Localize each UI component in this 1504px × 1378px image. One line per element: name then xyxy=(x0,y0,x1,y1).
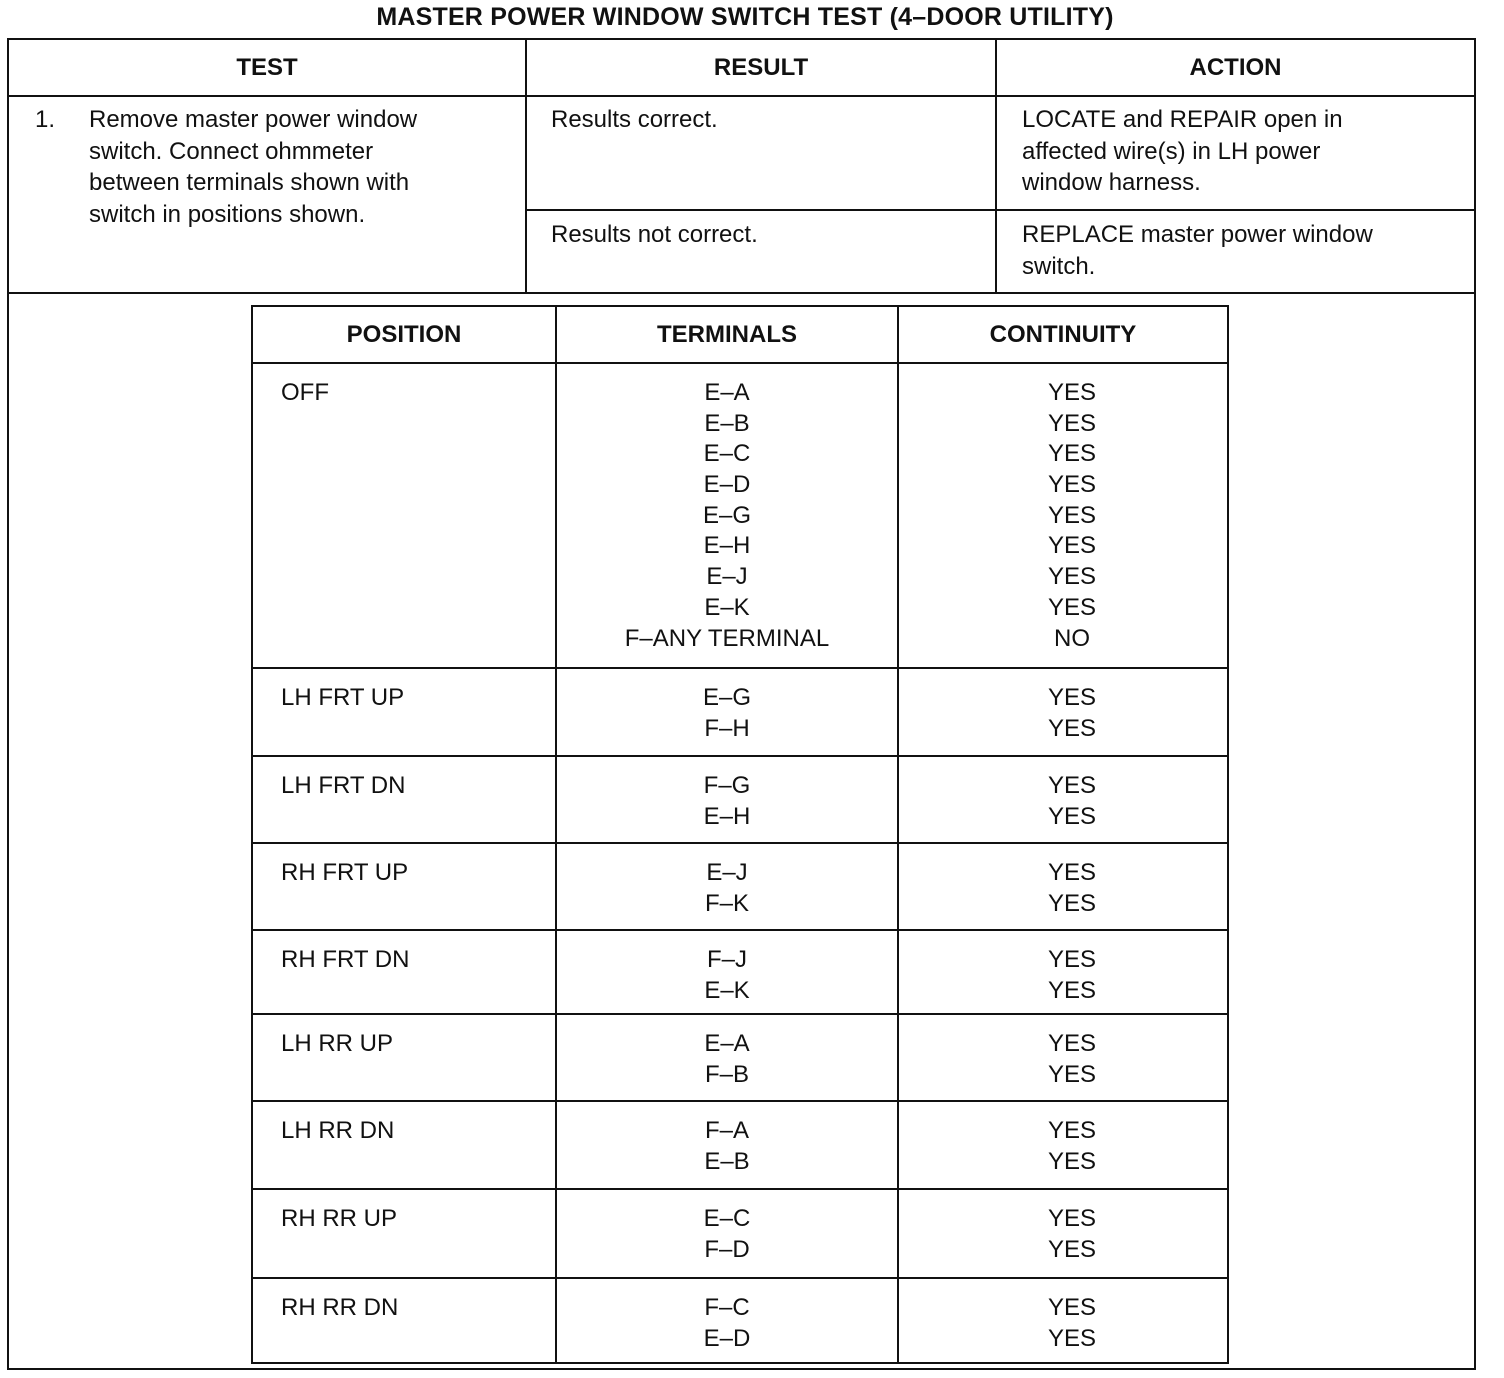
terminals-cell xyxy=(557,1116,897,1177)
header-result: RESULT xyxy=(713,54,809,81)
continuity-cell xyxy=(899,1293,1245,1354)
continuity-value: YES xyxy=(1047,802,1097,830)
continuity-value: YES xyxy=(1047,859,1097,886)
row-divider xyxy=(253,1277,1227,1279)
terminals-cell xyxy=(557,683,897,744)
terminal-pair: F–H xyxy=(704,714,750,742)
position-cell: LH FRT DN xyxy=(281,772,406,799)
terminals-cell xyxy=(557,378,897,654)
terminal-pair: F–G xyxy=(703,772,751,799)
result-correct: Results correct. xyxy=(551,106,718,133)
continuity-value: YES xyxy=(1047,684,1097,711)
position-cell: LH RR DN xyxy=(281,1117,395,1144)
result-not-correct: Results not correct. xyxy=(551,221,758,248)
step-number: 1. xyxy=(35,106,56,133)
page-title: MASTER POWER WINDOW SWITCH TEST (4–DOOR UTILITY) xyxy=(376,3,1114,31)
continuity-value: YES xyxy=(1047,1324,1097,1352)
section-divider xyxy=(9,292,1474,294)
continuity-cell xyxy=(899,1116,1245,1177)
action-correct: LOCATE and REPAIR open in affected wire(s) in LH power window harness. xyxy=(1022,106,1343,196)
continuity-value: YES xyxy=(1047,1117,1097,1144)
continuity-value: YES xyxy=(1047,501,1097,529)
terminal-pair: E–H xyxy=(703,802,751,830)
header-continuity: CONTINUITY xyxy=(989,321,1137,348)
row-divider xyxy=(253,667,1227,669)
position-cell: RH FRT UP xyxy=(281,859,409,886)
step-test-text: Remove master power window switch. Connect ohmmeter between terminals shown with switch in positions shown. xyxy=(89,106,418,228)
terminal-pair: E–H xyxy=(703,532,751,560)
terminal-pair: E–G xyxy=(702,501,752,529)
row-divider xyxy=(253,1188,1227,1190)
row-divider xyxy=(253,1013,1227,1015)
continuity-value: YES xyxy=(1047,1030,1097,1057)
terminals-cell xyxy=(557,858,897,919)
continuity-value: YES xyxy=(1047,563,1097,591)
position-cell: LH RR UP xyxy=(281,1030,394,1057)
position-cell: OFF xyxy=(281,379,329,406)
continuity-value: YES xyxy=(1047,889,1097,917)
continuity-cell xyxy=(899,771,1245,832)
position-cell: RH FRT DN xyxy=(281,946,410,973)
row-divider xyxy=(253,755,1227,757)
terminals-cell xyxy=(557,945,897,1006)
position-cell: LH FRT UP xyxy=(281,684,405,711)
header-position: POSITION xyxy=(346,321,462,348)
row-divider xyxy=(253,929,1227,931)
continuity-table xyxy=(251,305,1229,1364)
row-divider xyxy=(253,1100,1227,1102)
continuity-value: NO xyxy=(1054,624,1090,652)
header-terminals: TERMINALS xyxy=(657,321,797,348)
continuity-cell xyxy=(899,945,1245,1006)
terminal-pair: E–J xyxy=(706,859,748,886)
continuity-cell xyxy=(899,1029,1245,1090)
continuity-value: YES xyxy=(1047,409,1097,437)
continuity-value: YES xyxy=(1047,440,1097,468)
test-table xyxy=(7,38,1476,1370)
terminals-cell xyxy=(557,1204,897,1265)
continuity-cell xyxy=(899,1204,1245,1265)
terminal-pair: F–K xyxy=(704,889,749,917)
continuity-value: YES xyxy=(1047,1147,1097,1175)
terminal-pair: F–ANY TERMINAL xyxy=(624,624,830,652)
terminal-pair: F–B xyxy=(704,1060,749,1088)
row-divider xyxy=(525,209,1474,211)
continuity-value: YES xyxy=(1047,1294,1097,1321)
terminal-pair: E–D xyxy=(703,1324,751,1352)
continuity-value: YES xyxy=(1047,714,1097,742)
continuity-cell xyxy=(899,683,1245,744)
terminal-pair: E–A xyxy=(704,379,750,406)
terminal-pair: E–C xyxy=(703,440,751,468)
continuity-value: YES xyxy=(1047,471,1097,499)
continuity-value: YES xyxy=(1047,976,1097,1004)
continuity-value: YES xyxy=(1047,1205,1097,1232)
action-not-correct: REPLACE master power window switch. xyxy=(1022,221,1373,280)
terminal-pair: E–B xyxy=(704,1147,750,1175)
continuity-value: YES xyxy=(1047,772,1097,799)
continuity-value: YES xyxy=(1047,1060,1097,1088)
terminal-pair: F–A xyxy=(704,1117,749,1144)
continuity-value: YES xyxy=(1047,379,1097,406)
position-cell: RH RR UP xyxy=(281,1205,398,1232)
terminal-pair: E–A xyxy=(704,1030,750,1057)
continuity-value: YES xyxy=(1047,593,1097,621)
terminal-pair: E–K xyxy=(704,976,750,1004)
terminal-pair: F–D xyxy=(704,1235,750,1263)
terminals-cell xyxy=(557,1029,897,1090)
terminals-cell xyxy=(557,771,897,832)
terminal-pair: E–G xyxy=(702,684,752,711)
terminal-pair: E–D xyxy=(703,471,751,499)
terminal-pair: E–J xyxy=(706,563,748,591)
terminal-pair: F–C xyxy=(704,1294,750,1321)
continuity-value: YES xyxy=(1047,946,1097,973)
terminal-pair: E–B xyxy=(704,409,750,437)
terminal-pair: F–J xyxy=(706,946,747,973)
header-action: ACTION xyxy=(1189,54,1282,81)
position-cell: RH RR DN xyxy=(281,1294,399,1321)
continuity-value: YES xyxy=(1047,532,1097,560)
terminal-pair: E–K xyxy=(704,593,750,621)
continuity-cell xyxy=(899,378,1245,654)
header-test: TEST xyxy=(236,54,298,81)
continuity-value: YES xyxy=(1047,1235,1097,1263)
row-divider xyxy=(253,842,1227,844)
terminal-pair: E–C xyxy=(703,1205,751,1232)
continuity-cell xyxy=(899,858,1245,919)
terminals-cell xyxy=(557,1293,897,1354)
